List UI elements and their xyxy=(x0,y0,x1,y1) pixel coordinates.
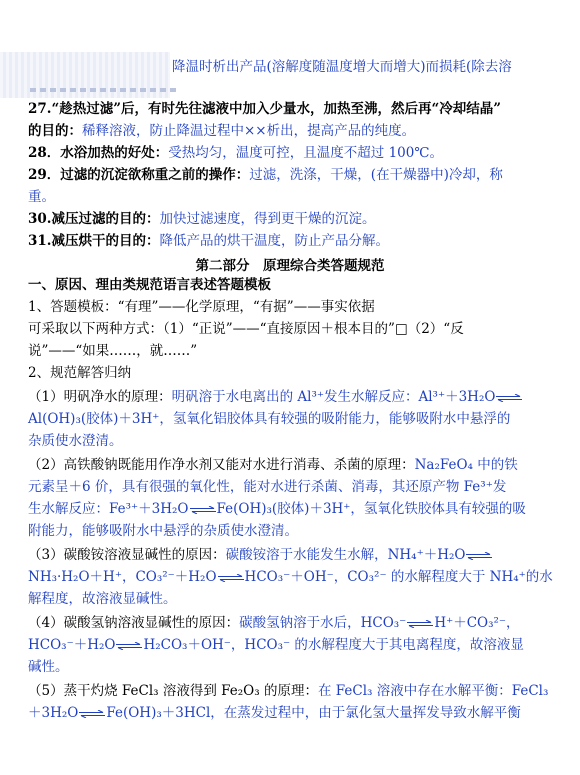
scan-artifact xyxy=(30,88,180,92)
q27-title: 27.“趁热过滤”后，有时先往滤液中加入少量水，加热至沸，然后再“冷却结晶” xyxy=(28,101,502,117)
equilibrium-arrow-icon xyxy=(189,506,217,514)
q29-answer: 过滤，洗涤，干燥，(在干燥器中)冷却，称 xyxy=(249,167,503,183)
p1-line-1 xyxy=(28,388,523,406)
p5-line-1 xyxy=(28,682,548,700)
q27-label: 的目的： xyxy=(28,123,82,139)
line-top-fragment: 降温时析出产品(溶解度随温度增大而增大)而损耗(除去溶 xyxy=(172,59,512,75)
q30-line xyxy=(28,210,376,228)
equilibrium-arrow-icon xyxy=(406,620,434,628)
p1-line-3: 杂质使水澄清。 xyxy=(28,433,123,449)
p3-line-1 xyxy=(28,546,493,564)
p5-label: （5）蒸干灼烧 FeCl₃ 溶液得到 Fe₂O₃ 的原理： xyxy=(28,683,318,699)
p2-eq-right: Fe(OH)₃(胶体)＋3H⁺，氢氧化铁胶体具有较强的吸 xyxy=(216,501,526,517)
p2-label: （2）高铁酸钠既能用作净水剂又能对水进行消毒、杀菌的原理： xyxy=(28,457,415,473)
p2-line-4: 附能力，能够吸附水中悬浮的杂质使水澄清。 xyxy=(28,523,298,539)
p1-line-2: Al(OH)₃(胶体)＋3H⁺，氢氧化铝胶体具有较强的吸附能力，能够吸附水中悬浮的 xyxy=(28,411,511,427)
p4-line-1 xyxy=(28,614,520,632)
q31-line xyxy=(28,232,389,250)
q31-answer: 降低产品的烘干温度，防止产品分解。 xyxy=(159,233,389,249)
q30-answer: 加快过滤速度，得到更干燥的沉淀。 xyxy=(159,211,376,227)
p4-answer-end: H⁺＋CO₃²⁻， xyxy=(434,615,520,631)
p5-answer: 在 FeCl₃ 溶液中存在水解平衡：FeCl₃ xyxy=(317,683,549,699)
template-line-3: 说”——“如果……，就……” xyxy=(28,343,198,359)
q29-answer-cont: 重。 xyxy=(28,189,55,205)
equilibrium-arrow-icon xyxy=(465,552,493,560)
q28-answer: 受热均匀，温度可控，且温度不超过 100℃。 xyxy=(168,145,443,161)
equilibrium-arrow-icon xyxy=(495,394,523,402)
p2-answer: Na₂FeO₄ 中的铁 xyxy=(414,457,518,473)
template-line-2: 可采取以下两种方式：（1）“正说”——“直接原因＋根本目的”□（2）“反 xyxy=(28,321,464,337)
p4-line-3: 碱性。 xyxy=(28,659,69,675)
section2-heading: 2、规范解答归纳 xyxy=(28,365,132,381)
p3-answer: 碳酸铵溶于水能发生水解，NH₄⁺＋H₂O xyxy=(225,547,466,563)
p2-line-1 xyxy=(28,456,518,474)
p4-line-2 xyxy=(28,636,524,654)
section1-heading: 一、原因、理由类规范语言表述答题模板 xyxy=(28,277,271,293)
p3-line-3: 解程度，故溶液显碱性。 xyxy=(28,591,177,607)
p4-eq2: H₂CO₃＋OH⁻，HCO₃⁻ 的水解程度大于其电离程度，故溶液显 xyxy=(143,637,524,653)
q27-answer-line xyxy=(28,122,415,140)
equilibrium-arrow-icon xyxy=(78,710,106,718)
p3-eq1: NH₃·H₂O＋H⁺，CO₃²⁻＋H₂O xyxy=(28,569,217,585)
p5-line-2 xyxy=(28,704,521,722)
p1-answer: 明矾溶于水电离出的 Al³⁺发生水解反应：Al³⁺＋3H₂O xyxy=(171,389,496,405)
q30-label: 30.减压过滤的目的： xyxy=(28,211,160,227)
p3-eq2: HCO₃⁻＋OH⁻，CO₃²⁻ 的水解程度大于 NH₄⁺的水 xyxy=(244,569,553,585)
q28-line xyxy=(28,144,443,162)
q27-answer: 稀释溶液，防止降温过程中××析出，提高产品的纯度。 xyxy=(82,123,416,139)
q31-label: 31.减压烘干的目的： xyxy=(28,233,160,249)
template-line-1: 1、答题模板：“有理”——化学原理，“有据”——事实依据 xyxy=(28,299,375,315)
p4-eq1: HCO₃⁻＋H₂O xyxy=(28,637,116,653)
equilibrium-arrow-icon xyxy=(115,642,143,650)
q29-label: 29．过滤的沉淀欲称重之前的操作： xyxy=(28,167,250,183)
p2-line-3 xyxy=(28,500,526,518)
q28-label: 28．水浴加热的好处： xyxy=(28,145,169,161)
part2-heading: 第二部分 原理综合类答题规范 xyxy=(195,258,385,274)
p3-label: （3）碳酸铵溶液显碱性的原因： xyxy=(28,547,226,563)
equilibrium-arrow-icon xyxy=(217,574,245,582)
q29-line xyxy=(28,166,503,184)
p4-answer: 碳酸氢钠溶于水后，HCO₃⁻ xyxy=(239,615,407,631)
p2-eq-left: 生水解反应：Fe³⁺＋3H₂O xyxy=(28,501,189,517)
p5-eq1: ＋3H₂O xyxy=(28,705,79,721)
p3-line-2 xyxy=(28,568,553,586)
p2-line-2: 元素呈＋6 价，具有很强的氧化性，能对水进行杀菌、消毒，其还原产物 Fe³⁺发 xyxy=(28,479,507,495)
p1-label: （1）明矾净水的原理： xyxy=(28,389,172,405)
p5-eq2: Fe(OH)₃＋3HCl，在蒸发过程中，由于氯化氢大量挥发导致水解平衡 xyxy=(106,705,521,721)
p4-label: （4）碳酸氢钠溶液显碱性的原因： xyxy=(28,615,240,631)
